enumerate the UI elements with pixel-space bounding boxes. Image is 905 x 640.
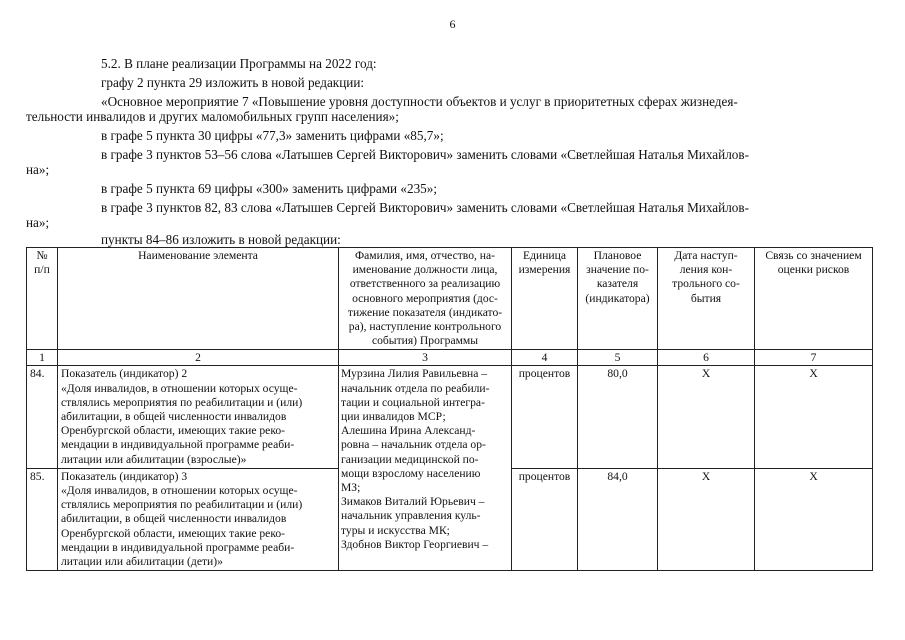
header-number: № п/п [27, 248, 58, 350]
column-number: 5 [578, 350, 658, 366]
table-row-84 [27, 366, 873, 468]
header-unit: Единица измерения [512, 248, 578, 350]
risk-link-cell: Х [755, 468, 873, 570]
responsible-persons: Мурзина Лилия Равильевна – начальник отдела по реабили- тации и социальной интегра- ции инвалидов МСР; Алешина Ирина Александ- ровна – начальник отдела ор- ганизации медицинской по- мощи взрослому населению МЗ; Зимаков Виталий Юрьевич – начальник управления куль- туры и искусства МК; Здобнов Виктор Георгиевич – [339, 366, 512, 571]
header-responsible: Фамилия, имя, отчество, на- именование должности лица, ответственного за реализацию основного мероприятия (дос- тижение показателя (индикато- ра), наступление контрольного события) Программы [339, 248, 512, 350]
page-number: 6 [449, 17, 456, 31]
column-number: 3 [339, 350, 512, 366]
indicator-name: Показатель (индикатор) 2 «Доля инвалидов, в отношении которых осуще- ствлялись мероприятия по реабилитации и (или) абилитации, в общей численности инвалидов Оренбургской области, имеющих такие реко- мендации в индивидуальной программе реаби- литации или абилитации (взрослые)» [58, 366, 339, 468]
header-element-name: Наименование элемента [58, 248, 339, 350]
paragraph-items-82-83-line-1: в графе 3 пунктов 82, 83 слова «Латышев Сергей Викторович» заменить словами «Светлейшая Наталья Михайлов- [101, 200, 749, 215]
row-number: 85. [27, 468, 58, 570]
column-number: 4 [512, 350, 578, 366]
paragraph-item-69: в графе 5 пункта 69 цифры «300» заменить цифрами «235»; [101, 181, 438, 196]
column-number: 6 [658, 350, 755, 366]
paragraph-items-53-56-line-1: в графе 3 пунктов 53–56 слова «Латышев Сергей Викторович» заменить словами «Светлейшая Наталья Михайлов- [101, 147, 749, 162]
paragraph-5-2: 5.2. В плане реализации Программы на 2022 год: [101, 56, 377, 71]
plan-table [26, 247, 873, 571]
paragraph-items-82-83-line-2: на»; [26, 215, 50, 230]
paragraph-measure-7-line-1: «Основное мероприятие 7 «Повышение уровня доступности объектов и услуг в приоритетных сферах жизнедея- [101, 94, 738, 109]
header-risk-link: Связь со значением оценки рисков [755, 248, 873, 350]
unit-cell: процентов [512, 366, 578, 468]
paragraph-items-84-86: пункты 84–86 изложить в новой редакции: [101, 232, 341, 247]
paragraph-items-53-56-line-2: на»; [26, 162, 50, 177]
planned-value-cell: 84,0 [578, 468, 658, 570]
paragraph-graph-2: графу 2 пункта 29 изложить в новой редакции: [101, 75, 365, 90]
column-number: 2 [58, 350, 339, 366]
row-number: 84. [27, 366, 58, 468]
table-header-row [27, 248, 873, 350]
column-number-row [27, 350, 873, 366]
planned-value-cell: 80,0 [578, 366, 658, 468]
header-planned-value: Плановое значение по- казателя (индикатора) [578, 248, 658, 350]
paragraph-item-30: в графе 5 пункта 30 цифры «77,3» заменить цифрами «85,7»; [101, 128, 444, 143]
event-date-cell: Х [658, 366, 755, 468]
column-number: 7 [755, 350, 873, 366]
event-date-cell: Х [658, 468, 755, 570]
column-number: 1 [27, 350, 58, 366]
unit-cell: процентов [512, 468, 578, 570]
indicator-name: Показатель (индикатор) 3 «Доля инвалидов, в отношении которых осуще- ствлялись мероприятия по реабилитации и (или) абилитации, в общей численности инвалидов Оренбургской области, имеющих такие реко- мендации в индивидуальной программе реаби- литации или абилитации (дети)» [58, 468, 339, 570]
risk-link-cell: Х [755, 366, 873, 468]
header-event-date: Дата наступ- ления кон- трольного со- бытия [658, 248, 755, 350]
paragraph-measure-7-line-2: тельности инвалидов и других маломобильных групп населения»; [26, 109, 399, 124]
